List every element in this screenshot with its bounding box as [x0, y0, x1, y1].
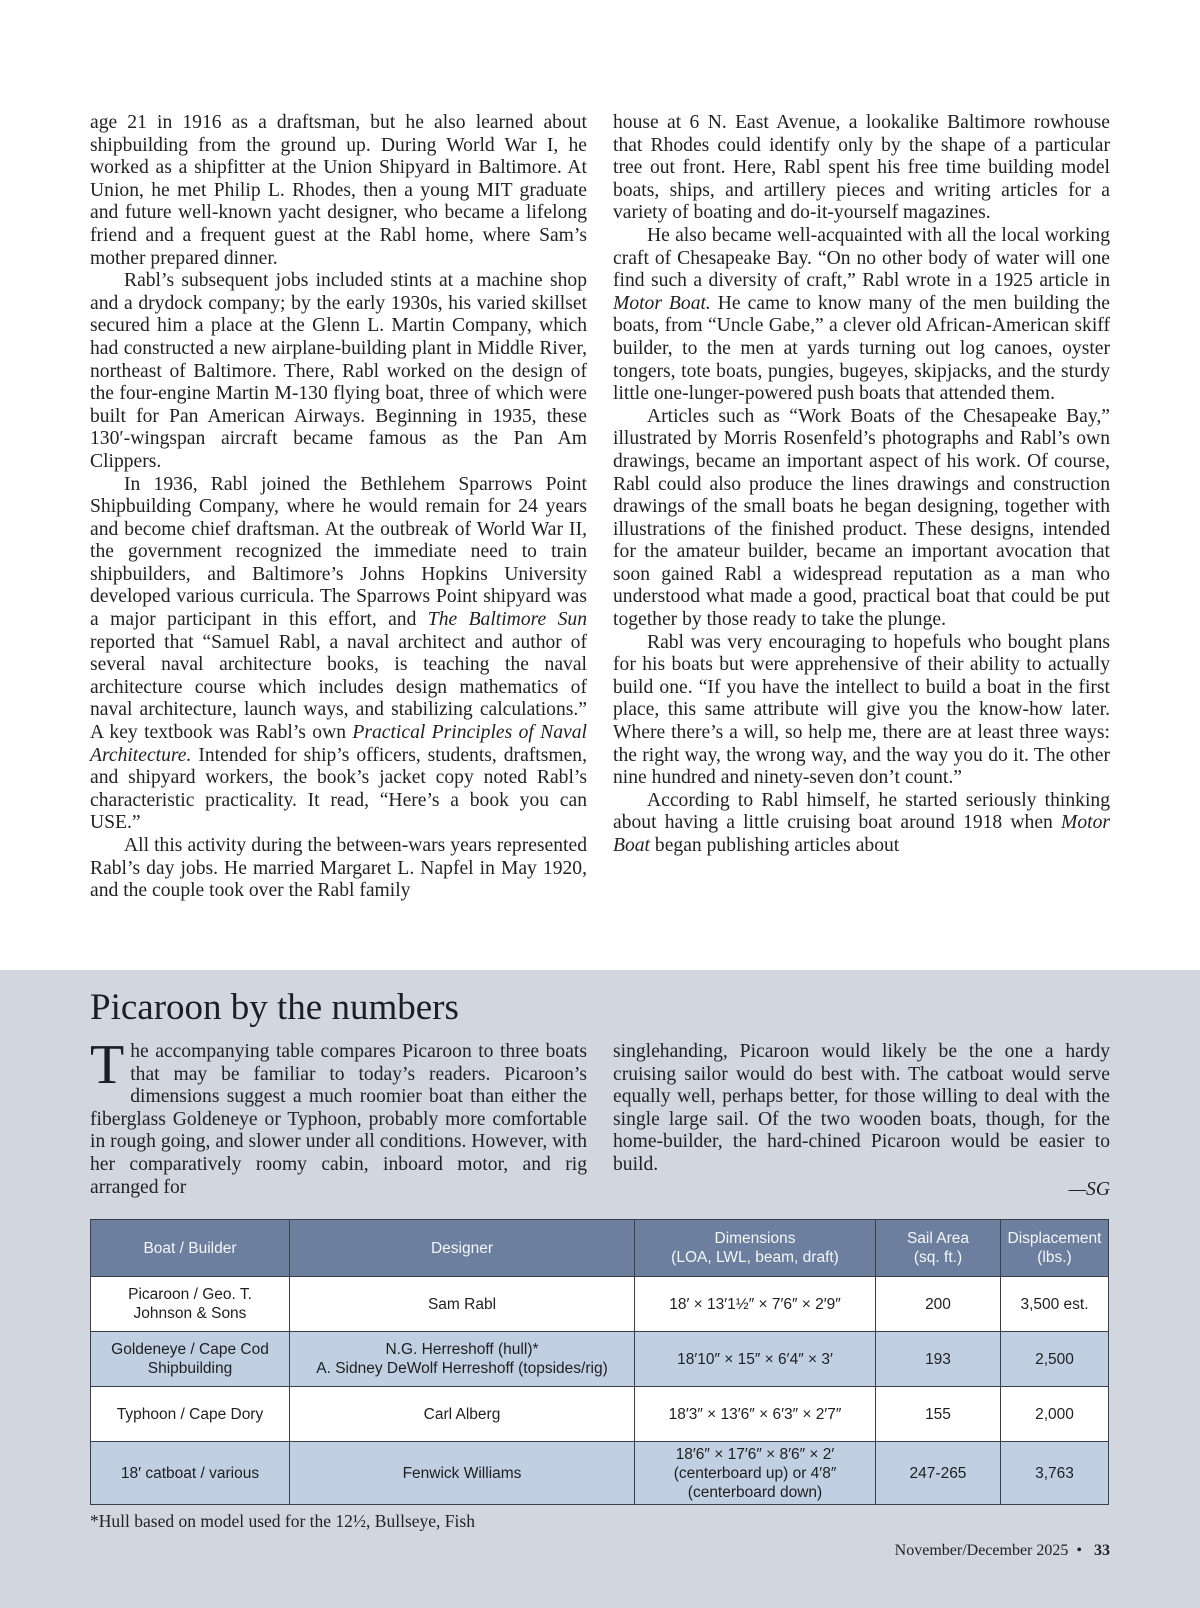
- italic-title: Motor Boat.: [613, 292, 711, 314]
- header-dimensions: Dimensions (LOA, LWL, beam, draft): [635, 1220, 876, 1277]
- boat-comparison-table: [90, 1219, 1109, 1505]
- header-sail-area: Sail Area (sq. ft.): [876, 1220, 1001, 1277]
- article-paragraph: [613, 790, 1110, 858]
- sidebar-text-left: he accompanying table compares Picaroon to three boats that may be familiar to today’s readers. Picaroon’s dimensions suggest a much roomier boat than either the fiberglass Goldeneye or Typhoon, probably more comfortable in rough going, and slower under all conditions. However, with her comparatively roomy cabin, inboard motor, and rig arranged for: [90, 1041, 587, 1198]
- cell-designer: Sam Rabl: [290, 1277, 635, 1332]
- table-row: [91, 1332, 1109, 1387]
- article-paragraph: [90, 270, 587, 473]
- sidebar-paragraph-left: [90, 1034, 587, 1199]
- issue-date: November/December 2025: [894, 1542, 1069, 1559]
- cell-boat-builder: Goldeneye / Cape Cod Shipbuilding: [91, 1332, 290, 1387]
- cell-displacement: 2,000: [1001, 1387, 1109, 1442]
- sidebar-body: [90, 1034, 1110, 1201]
- page-footer: [895, 1542, 1110, 1560]
- bullet-separator: •: [1076, 1542, 1082, 1559]
- article-paragraph: [613, 225, 1110, 406]
- sidebar-box: [0, 970, 1200, 1608]
- table-header-row: [91, 1220, 1109, 1277]
- cell-displacement: 2,500: [1001, 1332, 1109, 1387]
- cell-displacement: 3,500 est.: [1001, 1277, 1109, 1332]
- cell-boat-builder: Typhoon / Cape Dory: [91, 1387, 290, 1442]
- sidebar-column-right: [613, 1041, 1110, 1201]
- cell-boat-builder: 18′ catboat / various: [91, 1442, 290, 1505]
- text-run: age 21 in 1916 as a draftsman, but he also learned about shipbuilding from the ground up. During World War I, he worked as a shipfitter at the Union Shipyard in Baltimore. At Union, he met Philip L. Rhodes, then a young MIT graduate and future well-known yacht designer, who became a lifelong friend and a frequent guest at the Rabl home, where Sam’s mother prepared dinner.: [90, 112, 587, 269]
- text-run: Articles such as “Work Boats of the Chesapeake Bay,” illustrated by Morris Rosenfeld’s photographs and Rabl’s own drawings, became an important aspect of his work. Of course, Rabl could also produce the lines drawings and construction drawings of the small boats he began designing, together with illustrations of the finished product. These designs, intended for the amateur builder, became an important avocation that soon gained Rabl a widespread reputation as a man who understood what made a good, practical boat that could be put together by those ready to take the plunge.: [613, 405, 1110, 631]
- article-paragraph: [90, 835, 587, 903]
- header-displacement: Displacement (lbs.): [1001, 1220, 1109, 1277]
- sidebar-title: Picaroon by the numbers: [90, 987, 459, 1028]
- text-run: All this activity during the between-wars years represented Rabl’s day jobs. He married Margaret L. Napfel in May 1920, and the couple took over the Rabl family: [90, 835, 587, 902]
- text-run: According to Rabl himself, he started seriously thinking about having a little cruising boat around 1918 when: [613, 789, 1110, 834]
- article-paragraph: [613, 632, 1110, 790]
- cell-dimensions: 18′ × 13′1½″ × 7′6″ × 2′9″: [635, 1277, 876, 1332]
- text-run: He came to know many of the men building the boats, from “Uncle Gabe,” a clever old African-American skiff builder, to the men at yards turning out log canoes, oyster tongers, tote boats, pungies, bugeyes, skipjacks, and the sturdy little one-lunger-powered push boats that attended them.: [613, 292, 1110, 405]
- text-run: reported that “Samuel Rabl, a naval architect and author of several naval architecture books, is teaching the naval architecture course which includes design mathematics of naval architecture, launch ways, and stabilizing calculations.” A key textbook was Rabl’s own: [90, 631, 587, 744]
- sidebar-text-right: singlehanding, Picaroon would likely be the one a hardy cruising sailor would do best with. The catboat would serve equally well, perhaps better, for those willing to deal with the single large sail. Of the two wooden boats, though, for the home-builder, the hard-chined Picaroon would be easier to build.: [613, 1041, 1110, 1175]
- cell-designer: Fenwick Williams: [290, 1442, 635, 1505]
- sidebar-column-left: [90, 1034, 587, 1201]
- cell-designer: Carl Alberg: [290, 1387, 635, 1442]
- header-boat-builder: Boat / Builder: [91, 1220, 290, 1277]
- cell-sail-area: 155: [876, 1387, 1001, 1442]
- drop-cap: T: [90, 1034, 125, 1096]
- article-paragraph: [613, 406, 1110, 632]
- cell-sail-area: 200: [876, 1277, 1001, 1332]
- table-footnote: *Hull based on model used for the 12½, Bullseye, Fish: [90, 1511, 475, 1531]
- table-row: [91, 1442, 1109, 1505]
- italic-title: Motor Boat: [613, 812, 1110, 856]
- table-row: [91, 1277, 1109, 1332]
- article-paragraph: [90, 474, 587, 836]
- text-run: In 1936, Rabl joined the Bethlehem Sparrows Point Shipbuilding Company, where he would remain for 24 years and become chief draftsman. At the outbreak of World War II, the government recognized the immediate need to train shipbuilders, and Baltimore’s Johns Hopkins University developed various curricula. The Sparrows Point shipyard was a major participant in this effort, and: [90, 473, 587, 631]
- cell-displacement: 3,763: [1001, 1442, 1109, 1505]
- cell-sail-area: 193: [876, 1332, 1001, 1387]
- cell-designer: N.G. Herreshoff (hull)* A. Sidney DeWolf Herreshoff (topsides/rig): [290, 1332, 635, 1387]
- italic-title: The Baltimore Sun: [427, 609, 587, 631]
- cell-dimensions: 18′6″ × 17′6″ × 8′6″ × 2′ (centerboard up) or 4′8″ (centerboard down): [635, 1442, 876, 1505]
- header-designer: Designer: [290, 1220, 635, 1277]
- article-paragraph: [90, 112, 587, 270]
- text-run: Rabl’s subsequent jobs included stints at a machine shop and a drydock company; by the early 1930s, his varied skillset secured him a place at the Glenn L. Martin Company, which had constructed a new airplane-building plant in Middle River, northeast of Baltimore. There, Rabl worked on the design of the four-engine Martin M-130 flying boat, three of which were built for Pan American Airways. Beginning in 1935, these 130′-wingspan aircraft became famous as the Pan Am Clippers.: [90, 270, 587, 472]
- table-row: [91, 1387, 1109, 1442]
- text-run: began publishing articles about: [650, 835, 900, 856]
- cell-dimensions: 18′10″ × 15″ × 6′4″ × 3′: [635, 1332, 876, 1387]
- cell-boat-builder: Picaroon / Geo. T. Johnson & Sons: [91, 1277, 290, 1332]
- author-signature: —SG: [1068, 1178, 1110, 1200]
- article-body: [90, 112, 1110, 952]
- text-run: house at 6 N. East Avenue, a lookalike Baltimore rowhouse that Rhodes could identify only by the shape of a particular tree out front. Here, Rabl spent his free time building model boats, ships, and artillery pieces and writing articles for a variety of boating and do-it-yourself magazines.: [613, 112, 1110, 224]
- text-run: Rabl was very encouraging to hopefuls who bought plans for his boats but were apprehensive of their ability to actually build one. “If you have the intellect to build a boat in the first place, this same attribute will give you the know-how later. Where there’s a will, so help me, there are at least three ways: the right way, the wrong way, and the way you do it. The other nine hundred and ninety-seven don’t count.”: [613, 631, 1110, 789]
- cell-dimensions: 18′3″ × 13′6″ × 6′3″ × 2′7″: [635, 1387, 876, 1442]
- text-run: He also became well-acquainted with all the local working craft of Chesapeake Bay. “On no other body of water will one find such a diversity of craft,” Rabl wrote in a 1925 article in: [613, 224, 1110, 292]
- cell-sail-area: 247-265: [876, 1442, 1001, 1505]
- italic-title: Practical Principles of Naval Architecture.: [90, 722, 587, 766]
- article-column-left: [90, 112, 587, 952]
- article-column-right: [613, 112, 1110, 952]
- article-paragraph: [613, 112, 1110, 225]
- text-run: Intended for ship’s officers, students, draftsmen, and shipyard workers, the book’s jacket copy noted Rabl’s characteristic practicality. It read, “Here’s a book you can USE.”: [90, 744, 587, 834]
- page-number: 33: [1094, 1542, 1110, 1559]
